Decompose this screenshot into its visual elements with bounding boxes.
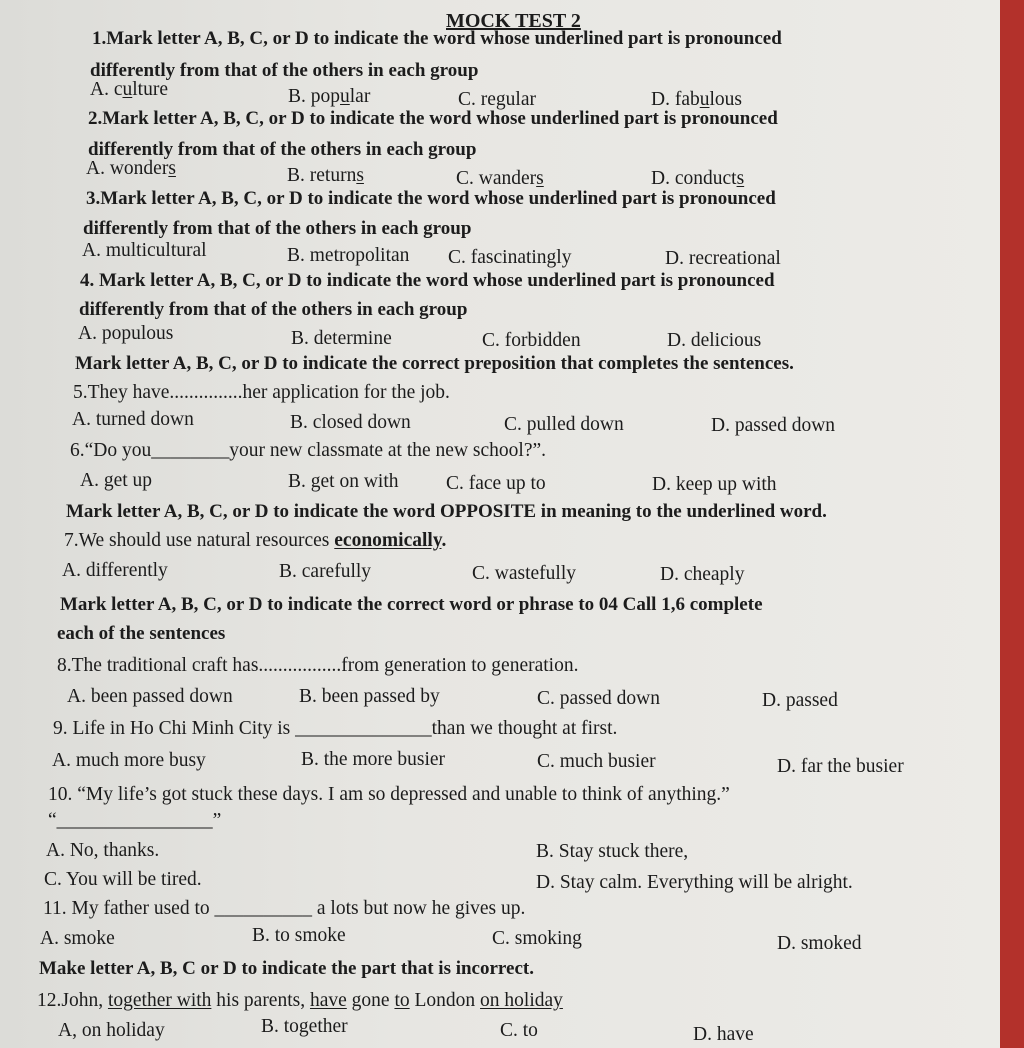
q9-stem [53,718,617,740]
q11-stem [43,898,525,920]
q12-text-3: gone [346,990,395,1011]
q9-stem-start: 9. Life in Ho Chi Minh City is [53,718,296,739]
q1-option-b[interactable] [288,86,370,108]
q11-option-a[interactable]: A. smoke [40,928,115,949]
q2-c-prefix: C. wander [456,168,537,189]
q12-text-1: 12.John, [37,990,108,1011]
section-word-heading-line2: each of the sentences [57,623,226,644]
section-word-heading-line1: Mark letter A, B, C, or D to indicate the correct word or phrase to 04 Call 1,6 complete [60,594,763,615]
q10-stem: 10. “My life’s got stuck these days. I am so depressed and unable to think of anything.” [48,784,730,805]
q1-option-a[interactable] [90,79,168,101]
q12-underlined-have: have [309,990,347,1011]
q6-option-c[interactable]: C. face up to [446,473,546,494]
q7-underlined-word: economically [334,530,442,551]
q11-stem-start: 11. My father used to [43,898,215,919]
q5-stem: 5.They have...............her application for the job. [73,382,450,403]
q6-answer-blank[interactable]: ________ [151,440,230,461]
q9-stem-end: than we thought at first. [431,718,618,739]
q7-option-c[interactable]: C. wastefully [472,563,576,584]
q10-quote-open: “ [48,810,57,831]
q3-option-a[interactable]: A. multicultural [82,240,207,261]
q7-stem [64,530,446,552]
q1-a-underlined: u [122,79,133,100]
q8-option-b[interactable]: B. been passed by [299,686,440,707]
q5-option-b[interactable]: B. closed down [290,412,411,433]
q2-option-d[interactable] [651,168,744,190]
q3-option-c[interactable]: C. fascinatingly [448,247,572,268]
q3-instruction-line1: 3.Mark letter A, B, C, or D to indicate the word whose underlined part is pronounced [86,188,776,209]
q12-text-4: London [409,990,481,1011]
q10-answer-line[interactable] [48,810,221,832]
q6-option-d[interactable]: D. keep up with [652,474,777,495]
q10-option-d[interactable]: D. Stay calm. Everything will be alright. [536,872,853,893]
q10-option-c[interactable]: C. You will be tired. [44,869,202,890]
q9-option-b[interactable]: B. the more busier [301,749,446,770]
q12-underlined-together-with: together with [107,990,212,1011]
q12-text-2: his parents, [211,990,310,1011]
q8-stem: 8.The traditional craft has.................from generation to generation. [57,655,579,676]
q12-option-c[interactable]: C. to [500,1020,538,1041]
q4-option-c[interactable]: C. forbidden [482,330,581,351]
q10-option-b[interactable]: B. Stay stuck there, [536,841,689,862]
q7-stem-end: . [441,530,447,551]
q6-option-a[interactable]: A. get up [80,470,153,491]
q6-stem-end: your new classmate at the new school?”. [229,440,547,461]
q4-option-b[interactable]: B. determine [291,328,392,349]
q2-instruction-line2: differently from that of the others in each group [88,139,477,160]
q11-answer-blank[interactable]: __________ [214,898,312,919]
q9-option-c[interactable]: C. much busier [537,751,656,772]
q11-option-b[interactable]: B. to smoke [252,925,346,946]
q2-d-underlined: s [736,168,745,189]
section-opposite-heading: Mark letter A, B, C, or D to indicate the word OPPOSITE in meaning to the underlined word. [66,501,827,522]
q4-option-a[interactable]: A. populous [78,323,174,344]
q2-a-prefix: A. wonder [86,158,169,179]
q2-option-b[interactable] [287,165,364,187]
q2-b-underlined: s [356,165,364,186]
q9-option-d[interactable]: D. far the busier [777,756,904,777]
q1-instruction-line2: differently from that of the others in each group [90,60,479,81]
q8-option-a[interactable]: A. been passed down [67,686,233,707]
q10-option-a[interactable]: A. No, thanks. [46,840,160,861]
q11-option-d[interactable]: D. smoked [777,933,862,954]
q12-option-b[interactable]: B. together [261,1016,348,1037]
q2-option-a[interactable] [86,158,176,180]
q5-option-c[interactable]: C. pulled down [504,414,624,435]
q2-d-prefix: D. conduct [651,168,737,189]
q1-d-prefix: D. fab [651,89,700,110]
q11-option-c[interactable]: C. smoking [492,928,582,949]
q2-instruction-line1: 2.Mark letter A, B, C, or D to indicate the word whose underlined part is pronounced [88,108,778,129]
q6-stem [70,440,546,462]
q12-underlined-to: to [394,990,410,1011]
q4-instruction-line1: 4. Mark letter A, B, C, or D to indicate the word whose underlined part is pronounced [80,270,775,291]
q3-option-d[interactable]: D. recreational [665,248,781,269]
q12-option-d[interactable]: D. have [693,1024,754,1045]
q1-a-suffix: lture [132,79,168,100]
q4-instruction-line2: differently from that of the others in each group [79,299,468,320]
q8-option-c[interactable]: C. passed down [537,688,660,709]
q1-option-c[interactable]: C. regular [458,89,536,110]
section-incorrect-heading: Make letter A, B, C or D to indicate the part that is incorrect. [39,958,534,979]
q8-option-d[interactable]: D. passed [762,690,838,711]
q11-stem-end: a lots but now he gives up. [312,898,526,919]
q2-a-underlined: s [168,158,176,179]
q7-stem-start: 7.We should use natural resources [64,530,335,551]
q12-option-a[interactable]: A, on holiday [58,1020,165,1041]
q5-option-a[interactable]: A. turned down [72,409,194,430]
q5-option-d[interactable]: D. passed down [711,415,836,436]
q1-d-suffix: lous [709,89,742,110]
q6-stem-start: 6.“Do you [70,440,152,461]
q3-instruction-line2: differently from that of the others in each group [83,218,472,239]
q7-option-b[interactable]: B. carefully [279,561,372,582]
q2-c-underlined: s [536,168,544,189]
q12-underlined-on-holiday: on holiday [480,990,563,1011]
q7-option-a[interactable]: A. differently [62,560,168,581]
q10-answer-blank[interactable]: ________________ [56,810,213,831]
q1-b-prefix: B. pop [288,86,341,107]
q1-b-suffix: lar [349,86,371,107]
q6-option-b[interactable]: B. get on with [288,471,399,492]
section-preposition-heading: Mark letter A, B, C, or D to indicate the correct preposition that completes the sentences. [75,353,794,374]
q1-instruction-line1: 1.Mark letter A, B, C, or D to indicate the word whose underlined part is pronounced [92,28,782,49]
q1-b-underlined: u [340,86,350,107]
q12-stem [37,990,563,1012]
q9-answer-blank[interactable]: ______________ [295,718,432,739]
q10-quote-close: ” [212,810,222,831]
q1-d-underlined: u [699,89,710,110]
q2-b-prefix: B. return [287,165,357,186]
page-title: MOCK TEST 2 [446,10,581,32]
q7-option-d[interactable]: D. cheaply [660,564,745,585]
q1-a-prefix: A. c [90,79,123,100]
q9-option-a[interactable]: A. much more busy [52,750,206,771]
q2-option-c[interactable] [456,168,544,190]
q3-option-b[interactable]: B. metropolitan [287,245,410,266]
q4-option-d[interactable]: D. delicious [667,330,762,351]
